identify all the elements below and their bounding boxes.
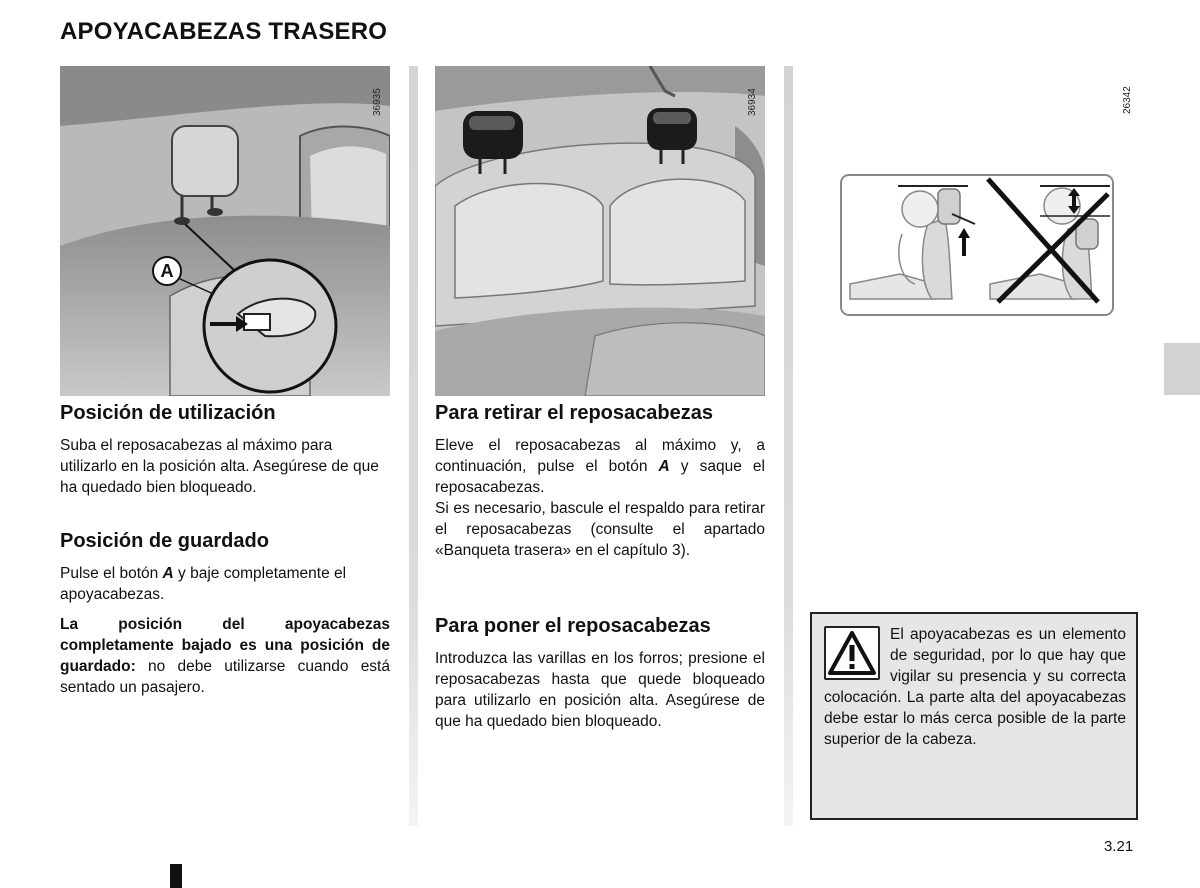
heading-fit-headrest: Para poner el reposacabezas xyxy=(435,615,711,637)
figure-ref-number: 36935 xyxy=(372,88,383,116)
rear-headrest-button-illustration xyxy=(60,66,390,396)
page-number: 3.21 xyxy=(1104,838,1134,855)
chapter-tab xyxy=(1164,343,1200,395)
fit-headrest-text: Introduzca las varillas en los forros; presione el reposacabezas hasta que quede bloqueado para utilizarlo en posición alta. Asegúrese de que ha quedado bien bloqueado. xyxy=(435,650,765,730)
figure-ref-number: 36934 xyxy=(747,88,758,116)
safety-warning-box xyxy=(810,612,1138,820)
column-divider xyxy=(409,66,418,826)
storage-position-warning-text: La posición del apoyacabezas completamente bajado es una posición de guardado: no debe utilizarse cuando está sentado un pasajero. xyxy=(60,616,390,696)
rear-bench-drawing xyxy=(435,66,765,396)
heading-usage-position: Posición de utilización xyxy=(60,402,276,424)
tilt-backrest-text: Si es necesario, bascule el respaldo para retirar el reposacabezas (consulte el apartado «Banqueta trasera» en el capítulo 3). xyxy=(435,500,765,559)
rear-seat-headrests-illustration xyxy=(435,66,765,396)
warning-text: El apoyacabezas es un elemento de seguridad, por lo que hay que vigilar su presencia y su correcta colocación. La parte alta del apoyacabezas debe estar lo más cerca posible de la parte superior de la cabeza. xyxy=(824,626,1126,748)
heading-storage-position: Posición de guardado xyxy=(60,530,269,552)
figure-ref-number: 26342 xyxy=(1122,86,1133,114)
remove-headrest-text: Eleve el reposacabezas al máximo y, a continuación, pulse el botón A y saque el reposacabezas. xyxy=(435,437,765,496)
crop-mark xyxy=(170,864,182,888)
headrest-release-drawing xyxy=(60,66,390,396)
correct-vs-incorrect-headrest-drawing xyxy=(840,174,1114,316)
column-divider xyxy=(784,66,793,826)
callout-a: A xyxy=(152,256,182,286)
page-title: APOYACABEZAS TRASERO xyxy=(60,18,388,45)
usage-position-text: Suba el reposacabezas al máximo para utilizarlo en la posición alta. Asegúrese de que ha quedado bien bloqueado. xyxy=(60,437,379,496)
headrest-height-diagram xyxy=(810,66,1140,326)
heading-remove-headrest: Para retirar el reposacabezas xyxy=(435,402,713,424)
storage-position-text: Pulse el botón A y baje completamente el apoyacabezas. xyxy=(60,565,347,603)
